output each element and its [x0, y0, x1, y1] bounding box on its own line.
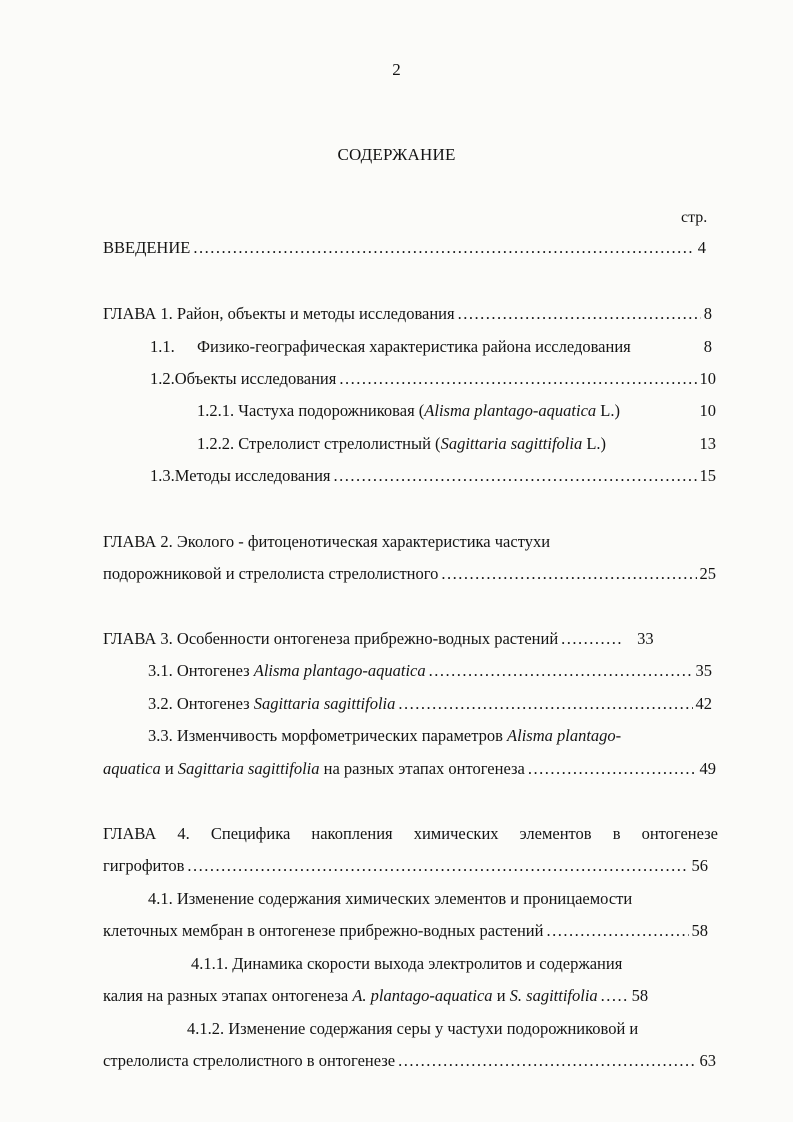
pages-column-label: стр.	[681, 209, 708, 226]
toc-word: накопления	[311, 824, 393, 843]
toc-entry-1-2-1[interactable]	[197, 401, 716, 421]
leader-dots	[458, 304, 701, 324]
toc-page: 13	[699, 434, 716, 453]
toc-page: 25	[699, 564, 716, 583]
toc-entry-3-3-line1[interactable]: 3.3. Изменчивость морфометрических параметров Alisma plantago-	[148, 726, 622, 745]
toc-entry-chapter-4-line2[interactable]	[103, 856, 708, 876]
toc-entry-1-2[interactable]	[150, 369, 716, 389]
toc-number: 1.3.	[150, 466, 175, 485]
leader-dots	[546, 921, 688, 941]
toc-label: Методы исследования	[174, 466, 331, 485]
toc-entry-chapter-4-line1[interactable]	[103, 824, 718, 844]
toc-label: клеточных мембран в онтогенезе прибрежно-водных растений	[103, 921, 544, 940]
toc-label: стрелолиста стрелолистного в онтогенезе	[103, 1051, 396, 1070]
toc-entry-3-3-line2[interactable]	[103, 759, 716, 779]
toc-label: ВВЕДЕНИЕ	[103, 238, 191, 257]
toc-entry-chapter-3[interactable]	[103, 629, 712, 649]
toc-page: 10	[699, 369, 716, 388]
toc-number: 1.2.	[150, 369, 175, 388]
toc-label: калия на разных этапах онтогенеза A. plantago-aquatica и S. sagittifolia	[103, 986, 598, 1005]
leader-dots	[334, 466, 697, 486]
toc-page: 58	[631, 986, 649, 1005]
toc-entry-chapter-1[interactable]	[103, 304, 712, 324]
leader-dots	[441, 564, 696, 584]
leader-dots	[187, 856, 688, 876]
toc-page: 63	[699, 1051, 716, 1070]
toc-word: ГЛАВА	[103, 824, 157, 843]
toc-entry-1-2-2[interactable]	[197, 434, 716, 454]
toc-entry-4-1-line1[interactable]: 4.1. Изменение содержания химических элементов и проницаемости	[148, 889, 633, 908]
toc-label: Физико-географическая характеристика района исследования	[197, 337, 631, 356]
toc-entry-intro[interactable]	[103, 238, 706, 258]
leader-dots	[561, 629, 623, 649]
toc-entry-chapter-2-line1[interactable]: ГЛАВА 2. Эколого - фитоценотическая характеристика частухи	[103, 532, 551, 551]
toc-entry-4-1-2-line2[interactable]	[103, 1051, 716, 1071]
leader-dots	[528, 759, 697, 779]
toc-label: aquatica и Sagittaria sagittifolia на разных этапах онтогенеза	[103, 759, 525, 778]
toc-word: 4.	[177, 824, 190, 843]
toc-page: 49	[699, 759, 716, 778]
toc-page: 56	[691, 856, 708, 875]
toc-entry-1-3[interactable]	[150, 466, 716, 486]
toc-label: подорожниковой и стрелолиста стрелолистного	[103, 564, 439, 583]
toc-number: 1.1.	[150, 337, 175, 356]
toc-entry-4-1-line2[interactable]	[103, 921, 708, 941]
toc-page: 4	[697, 238, 706, 257]
toc-label: ГЛАВА 3. Особенности онтогенеза прибрежно-водных растений	[103, 629, 559, 648]
toc-word: химических	[413, 824, 499, 843]
toc-label: ГЛАВА 1. Район, объекты и методы исследования	[103, 304, 455, 323]
toc-entry-4-1-1-line2[interactable]	[103, 986, 712, 1006]
toc-page: 15	[699, 466, 716, 485]
toc-page: 58	[691, 921, 708, 940]
toc-label: 3.2. Онтогенез Sagittaria sagittifolia	[148, 694, 396, 713]
toc-page: 8	[703, 304, 712, 323]
toc-word: элементов	[519, 824, 592, 843]
leader-dots	[429, 661, 693, 681]
leader-dots	[398, 1051, 696, 1071]
toc-entry-1-1[interactable]	[150, 337, 712, 357]
toc-entry-4-1-1-line1[interactable]: 4.1.1. Динамика скорости выхода электролитов и содержания	[191, 954, 623, 973]
toc-label: 1.2.1. Частуха подорожниковая (Alisma plantago-aquatica L.)	[197, 401, 620, 420]
toc-word: Специфика	[210, 824, 291, 843]
toc-label: гигрофитов	[103, 856, 185, 875]
leader-dots	[193, 238, 694, 258]
leader-dots	[398, 694, 692, 714]
page-title: СОДЕРЖАНИЕ	[337, 145, 456, 164]
toc-entry-chapter-2-line2[interactable]	[103, 564, 716, 584]
toc-entry-3-2[interactable]	[148, 694, 712, 714]
toc-entry-3-1[interactable]	[148, 661, 712, 681]
toc-label: 3.1. Онтогенез Alisma plantago-aquatica	[148, 661, 426, 680]
toc-page: 42	[695, 694, 712, 713]
toc-page: 35	[695, 661, 712, 680]
toc-entry-4-1-2-line1[interactable]: 4.1.2. Изменение содержания серы у частухи подорожниковой и	[187, 1019, 639, 1038]
leader-dots	[339, 369, 696, 389]
toc-page: 10	[699, 401, 716, 420]
toc-page: 33	[637, 629, 654, 648]
leader-dots	[601, 986, 629, 1006]
toc-page: 8	[703, 337, 712, 356]
toc-label: 1.2.2. Стрелолист стрелолистный (Sagittaria sagittifolia L.)	[197, 434, 607, 453]
toc-label: Объекты исследования	[174, 369, 337, 388]
page-number: 2	[392, 60, 401, 79]
toc-word: в	[612, 824, 621, 843]
toc-word: онтогенезе	[641, 824, 718, 843]
